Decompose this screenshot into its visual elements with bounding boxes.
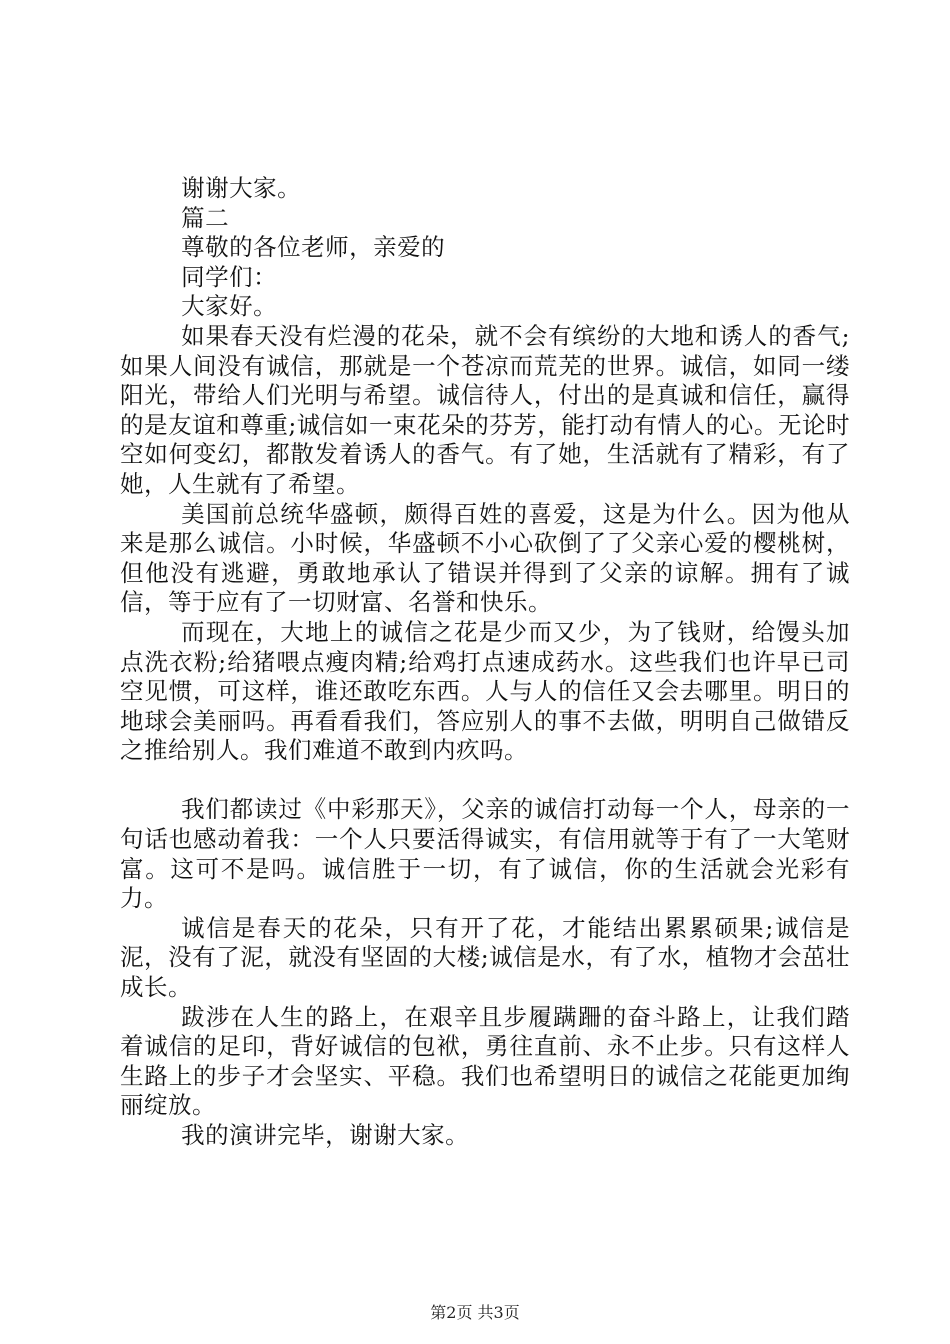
body-paragraph: 跋涉在人生的路上，在艰辛且步履蹒跚的奋斗路上，让我们踏着诚信的足印，背好诚信的包袱，勇往直前、永不止步。只有这样人生路上的步子才会坚实、平稳。我们也希望明日的诚信之花能更加绚丽绽放。 xyxy=(120,1002,850,1120)
section-heading: 篇二 xyxy=(181,203,230,232)
closing-line: 我的演讲完毕，谢谢大家。 xyxy=(181,1121,470,1149)
body-paragraph: 如果春天没有烂漫的花朵，就不会有缤纷的大地和诱人的香气;如果人间没有诚信，那就是一个苍凉而荒芜的世界。诚信，如同一缕阳光，带给人们光明与希望。诚信待人，付出的是真诚和信任，赢得的是友谊和尊重;诚信如一束花朵的芬芳，能打动有情人的心。无论时空如何变幻，都散发着诱人的香气。有了她，生活就有了精彩，有了她，人生就有了希望。 xyxy=(120,321,850,498)
greeting-line: 大家好。 xyxy=(181,292,278,321)
paragraph-gap xyxy=(120,766,850,796)
body-paragraph: 我们都读过《中彩那天》，父亲的诚信打动每一个人，母亲的一句话也感动着我：一个人只要活得诚实，有信用就等于有了一大笔财富。这可不是吗。诚信胜于一切，有了诚信，你的生活就会光彩有力。 xyxy=(120,795,850,913)
body-paragraph: 美国前总统华盛顿，颇得百姓的喜爱，这是为什么。因为他从来是那么诚信。小时候，华盛顿不小心砍倒了了父亲心爱的樱桃树，但他没有逃避，勇敢地承认了错误并得到了父亲的谅解。拥有了诚信，等于应有了一切财富、名誉和快乐。 xyxy=(120,499,850,617)
body-paragraph: 诚信是春天的花朵，只有开了花，才能结出累累硕果;诚信是泥，没有了泥，就没有坚固的大楼;诚信是水，有了水，植物才会茁壮成长。 xyxy=(120,913,850,1002)
body-paragraph: 而现在，大地上的诚信之花是少而又少，为了钱财，给馒头加点洗衣粉;给猪喂点瘦肉精;给鸡打点速成药水。这些我们也许早已司空见惯，可这样，谁还敢吃东西。人与人的信任又会去哪里。明日的地球会美丽吗。再看看我们，答应别人的事不去做，明明自己做错反之推给别人。我们难道不敢到内疚吗。 xyxy=(120,617,850,765)
salutation-line: 尊敬的各位老师，亲爱的 xyxy=(181,233,446,262)
salutation-line: 同学们： xyxy=(181,262,278,291)
document-body xyxy=(120,174,850,1151)
closing-line: 谢谢大家。 xyxy=(181,174,302,202)
page-number: 第2页 共3页 xyxy=(430,1303,520,1322)
